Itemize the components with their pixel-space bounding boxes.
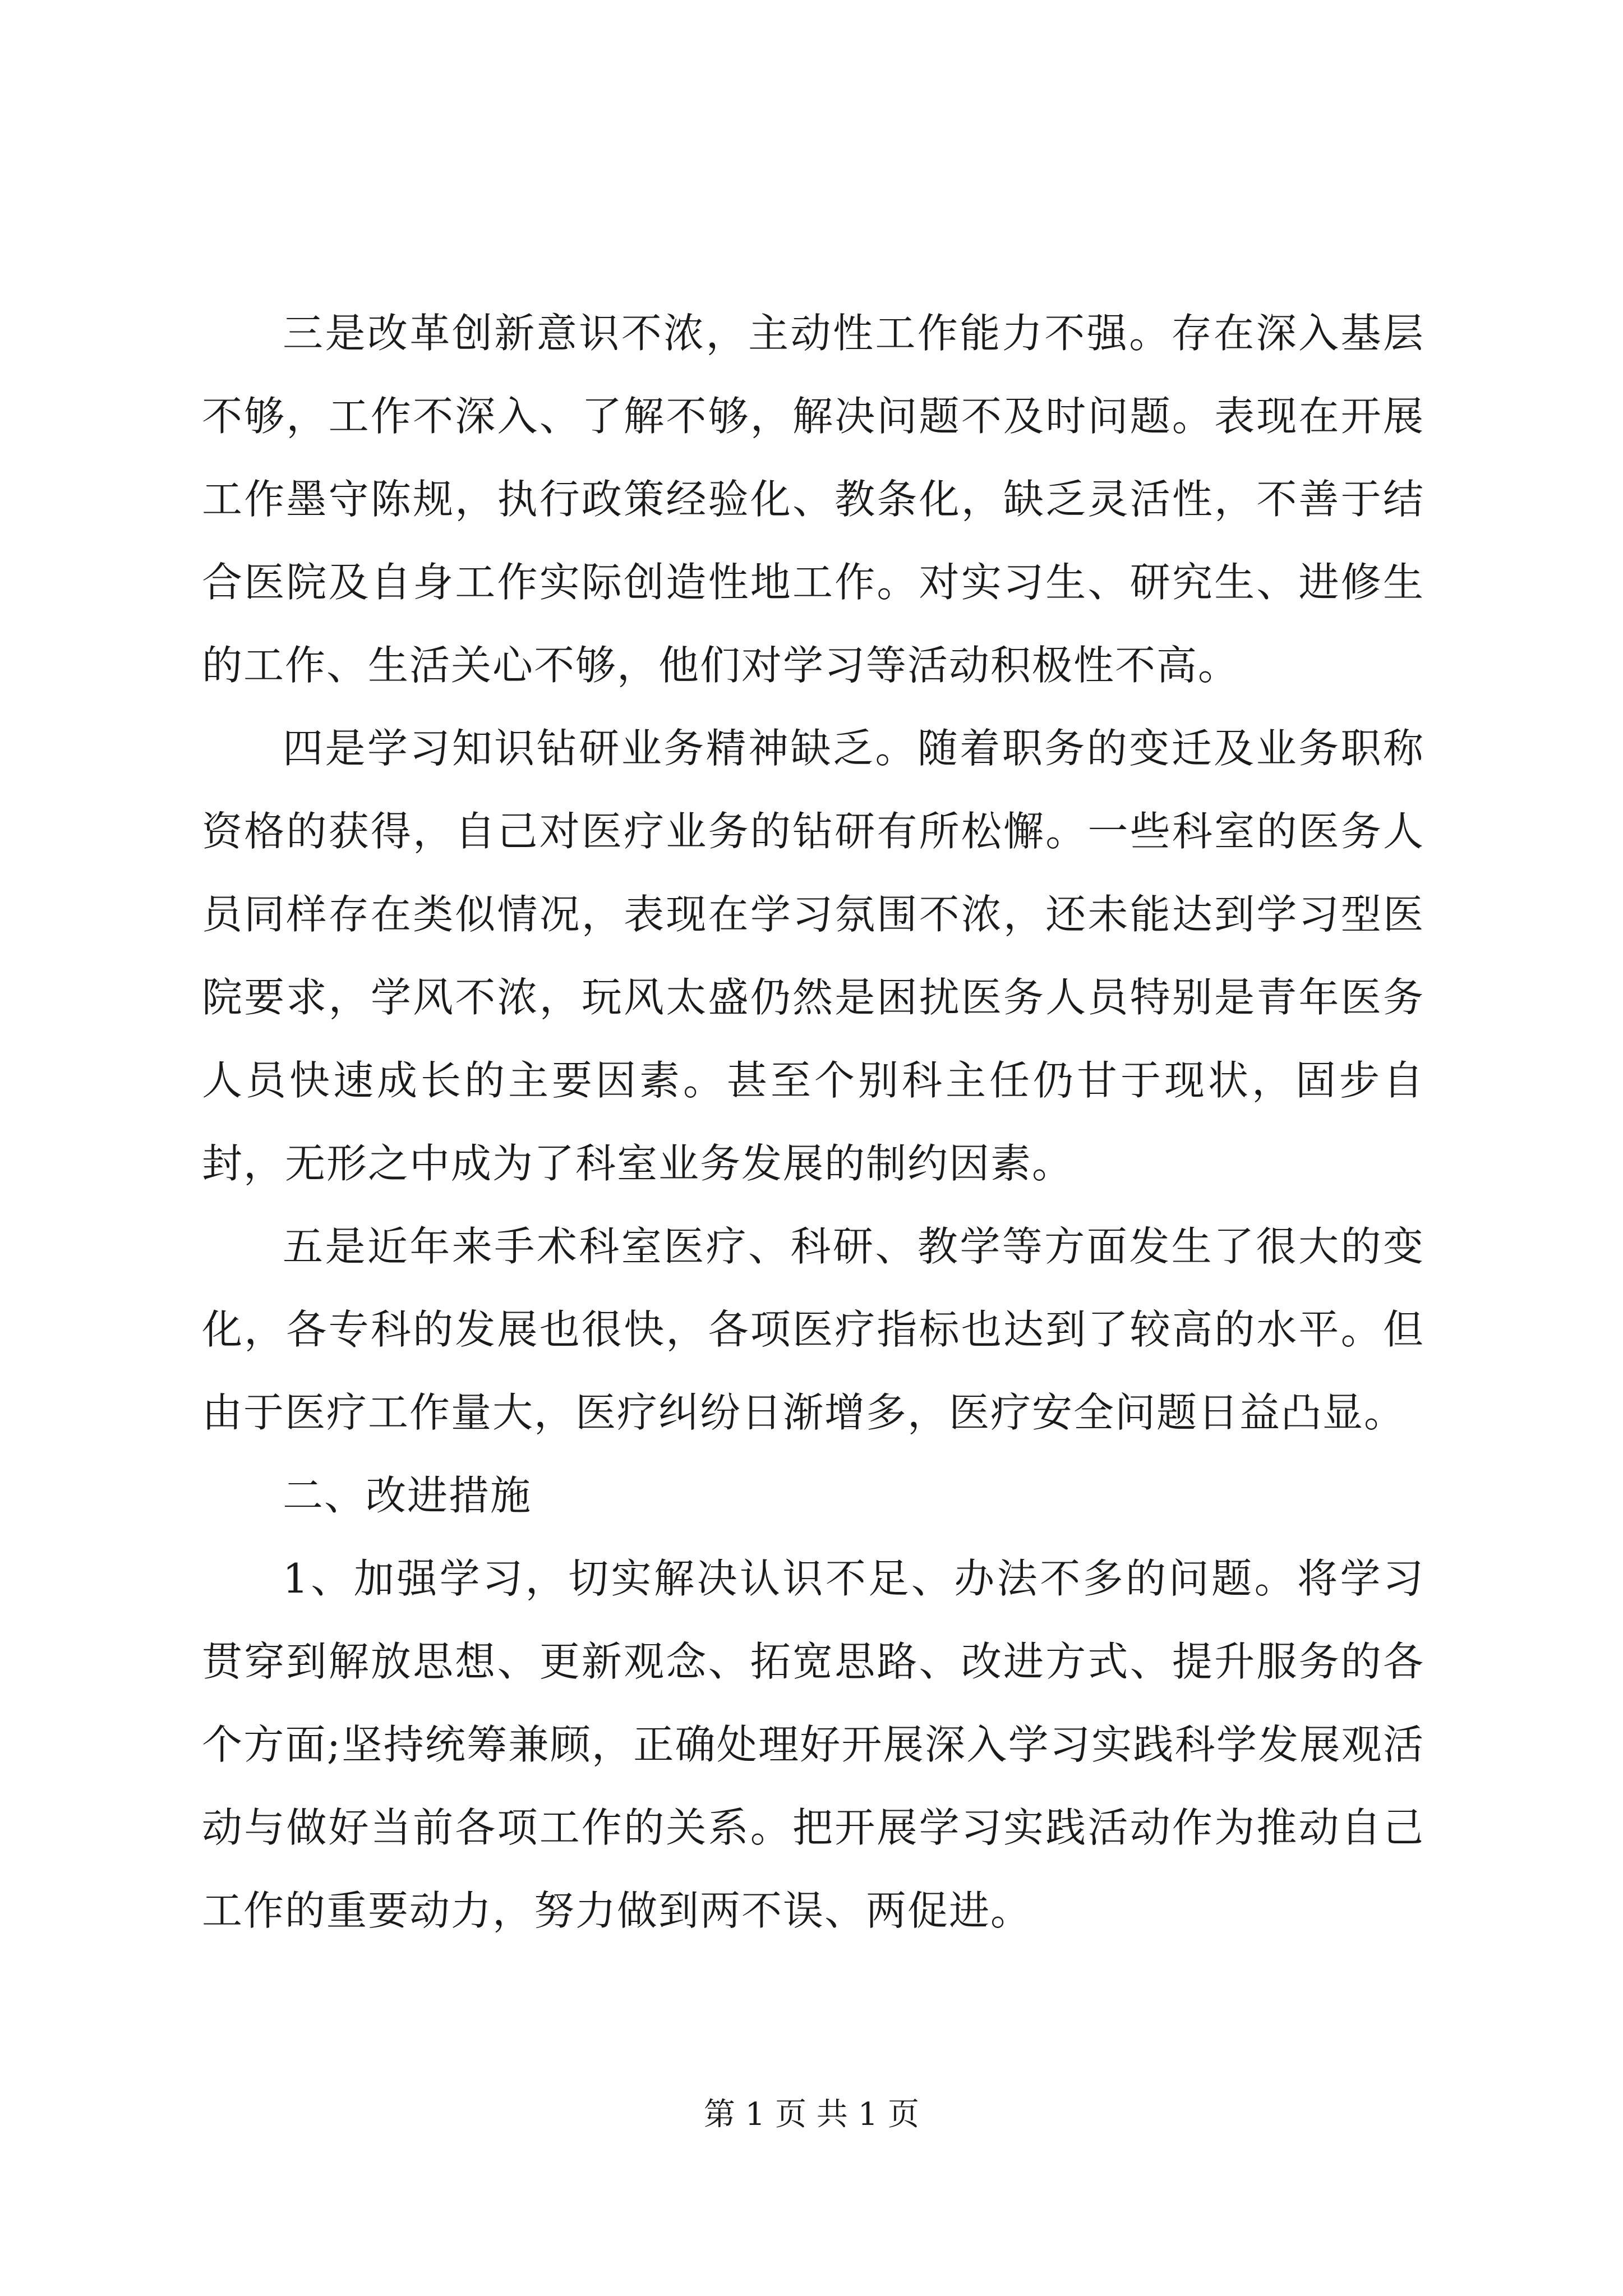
paragraph-item-four: 四是学习知识钻研业务精神缺乏。随着职务的变迁及业务职称资格的获得，自己对医疗业务的钻研有所松懈。一些科室的医务人员同样存在类似情况，表现在学习氛围不浓，还未能达到学习型医院要求，学风不浓，玩风太盛仍然是困扰医务人员特别是青年医务人员快速成长的主要因素。甚至个别科主任仍甘于现状，固步自封，无形之中成为了科室业务发展的制约因素。 — [202, 725, 1424, 1187]
paragraph-item-three: 三是改革创新意识不浓，主动性工作能力不强。存在深入基层不够，工作不深入、了解不够，解决问题不及时问题。表现在开展工作墨守陈规，执行政策经验化、教条化，缺乏灵活性，不善于结合医院及自身工作实际创造性地工作。对实习生、研究生、进修生的工作、生活关心不够，他们对学习等活动积极性不高。 — [202, 310, 1424, 689]
document-body — [202, 292, 1424, 1952]
section-heading-improvement: 二、改进措施 — [283, 1472, 532, 1519]
paragraph-measure-one: 1、加强学习，切实解决认识不足、办法不多的问题。将学习贯穿到解放思想、更新观念、拓宽思路、改进方式、提升服务的各个方面;坚持统筹兼顾，正确处理好开展深入学习实践科学发展观活动与做好当前各项工作的关系。把开展学习实践活动作为推动自己工作的重要动力，努力做到两不误、两促进。 — [202, 1555, 1424, 1934]
page-footer: 第 1 页 共 1 页 — [703, 2096, 920, 2133]
paragraph-item-five: 五是近年来手术科室医疗、科研、教学等方面发生了很大的变化，各专科的发展也很快，各项医疗指标也达到了较高的水平。但由于医疗工作量大，医疗纠纷日渐增多，医疗安全问题日益凸显。 — [202, 1223, 1424, 1436]
